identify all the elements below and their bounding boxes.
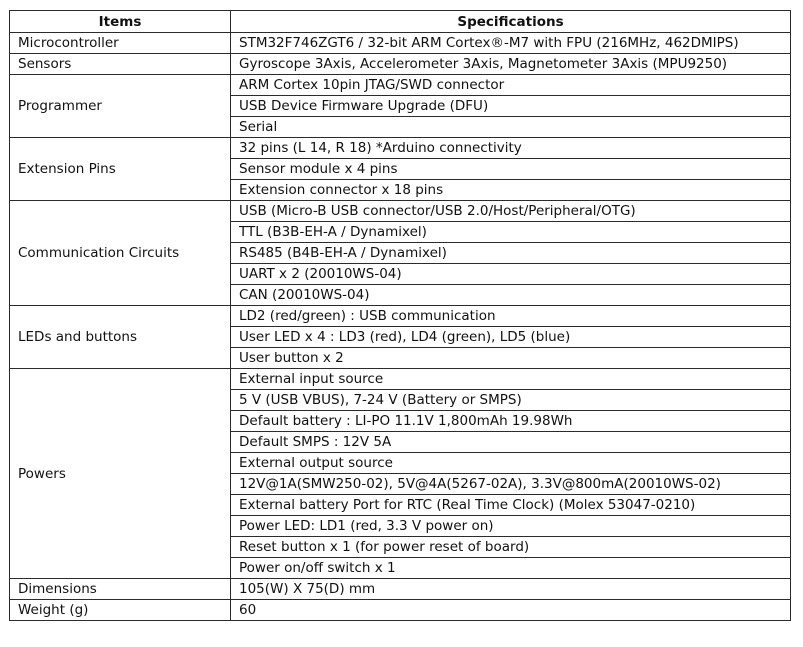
specification-cell: UART x 2 (20010WS-04) [231,264,791,285]
table-row [10,75,791,96]
item-cell: Sensors [10,54,231,75]
table-body [10,33,791,621]
table-row [10,306,791,327]
specification-cell: RS485 (B4B-EH-A / Dynamixel) [231,243,791,264]
item-cell: Programmer [10,75,231,138]
specification-cell: Extension connector x 18 pins [231,180,791,201]
specification-cell: USB Device Firmware Upgrade (DFU) [231,96,791,117]
specification-cell: User LED x 4 : LD3 (red), LD4 (green), LD5 (blue) [231,327,791,348]
specification-cell: Gyroscope 3Axis, Accelerometer 3Axis, Magnetometer 3Axis (MPU9250) [231,54,791,75]
table-row [10,579,791,600]
table-row [10,33,791,54]
specification-cell: External output source [231,453,791,474]
specification-cell: User button x 2 [231,348,791,369]
table-row [10,600,791,621]
specification-cell: Serial [231,117,791,138]
item-cell: Powers [10,369,231,579]
specification-cell: TTL (B3B-EH-A / Dynamixel) [231,222,791,243]
specification-cell: 12V@1A(SMW250-02), 5V@4A(5267-02A), 3.3V@800mA(20010WS-02) [231,474,791,495]
specification-cell: External input source [231,369,791,390]
specification-cell: LD2 (red/green) : USB communication [231,306,791,327]
specification-cell: Sensor module x 4 pins [231,159,791,180]
specification-cell: 5 V (USB VBUS), 7-24 V (Battery or SMPS) [231,390,791,411]
item-cell: Weight (g) [10,600,231,621]
specification-cell: ARM Cortex 10pin JTAG/SWD connector [231,75,791,96]
header-specifications: Specifications [231,11,791,33]
specification-cell: STM32F746ZGT6 / 32-bit ARM Cortex®-M7 with FPU (216MHz, 462DMIPS) [231,33,791,54]
specification-cell: External battery Port for RTC (Real Time Clock) (Molex 53047-0210) [231,495,791,516]
table-row [10,201,791,222]
specification-cell: 32 pins (L 14, R 18) *Arduino connectivity [231,138,791,159]
table-header-row [10,11,791,33]
item-cell: Extension Pins [10,138,231,201]
item-cell: Microcontroller [10,33,231,54]
specification-cell: 60 [231,600,791,621]
table-row [10,138,791,159]
table-row [10,369,791,390]
specification-cell: Power on/off switch x 1 [231,558,791,579]
specification-cell: USB (Micro-B USB connector/USB 2.0/Host/Peripheral/OTG) [231,201,791,222]
item-cell: Communication Circuits [10,201,231,306]
specification-cell: Default battery : LI-PO 11.1V 1,800mAh 19.98Wh [231,411,791,432]
item-cell: LEDs and buttons [10,306,231,369]
specification-cell: Default SMPS : 12V 5A [231,432,791,453]
table-row [10,54,791,75]
specification-cell: CAN (20010WS-04) [231,285,791,306]
specification-cell: Power LED: LD1 (red, 3.3 V power on) [231,516,791,537]
specification-cell: 105(W) X 75(D) mm [231,579,791,600]
header-items: Items [10,11,231,33]
specification-cell: Reset button x 1 (for power reset of board) [231,537,791,558]
specifications-table [9,10,791,621]
item-cell: Dimensions [10,579,231,600]
